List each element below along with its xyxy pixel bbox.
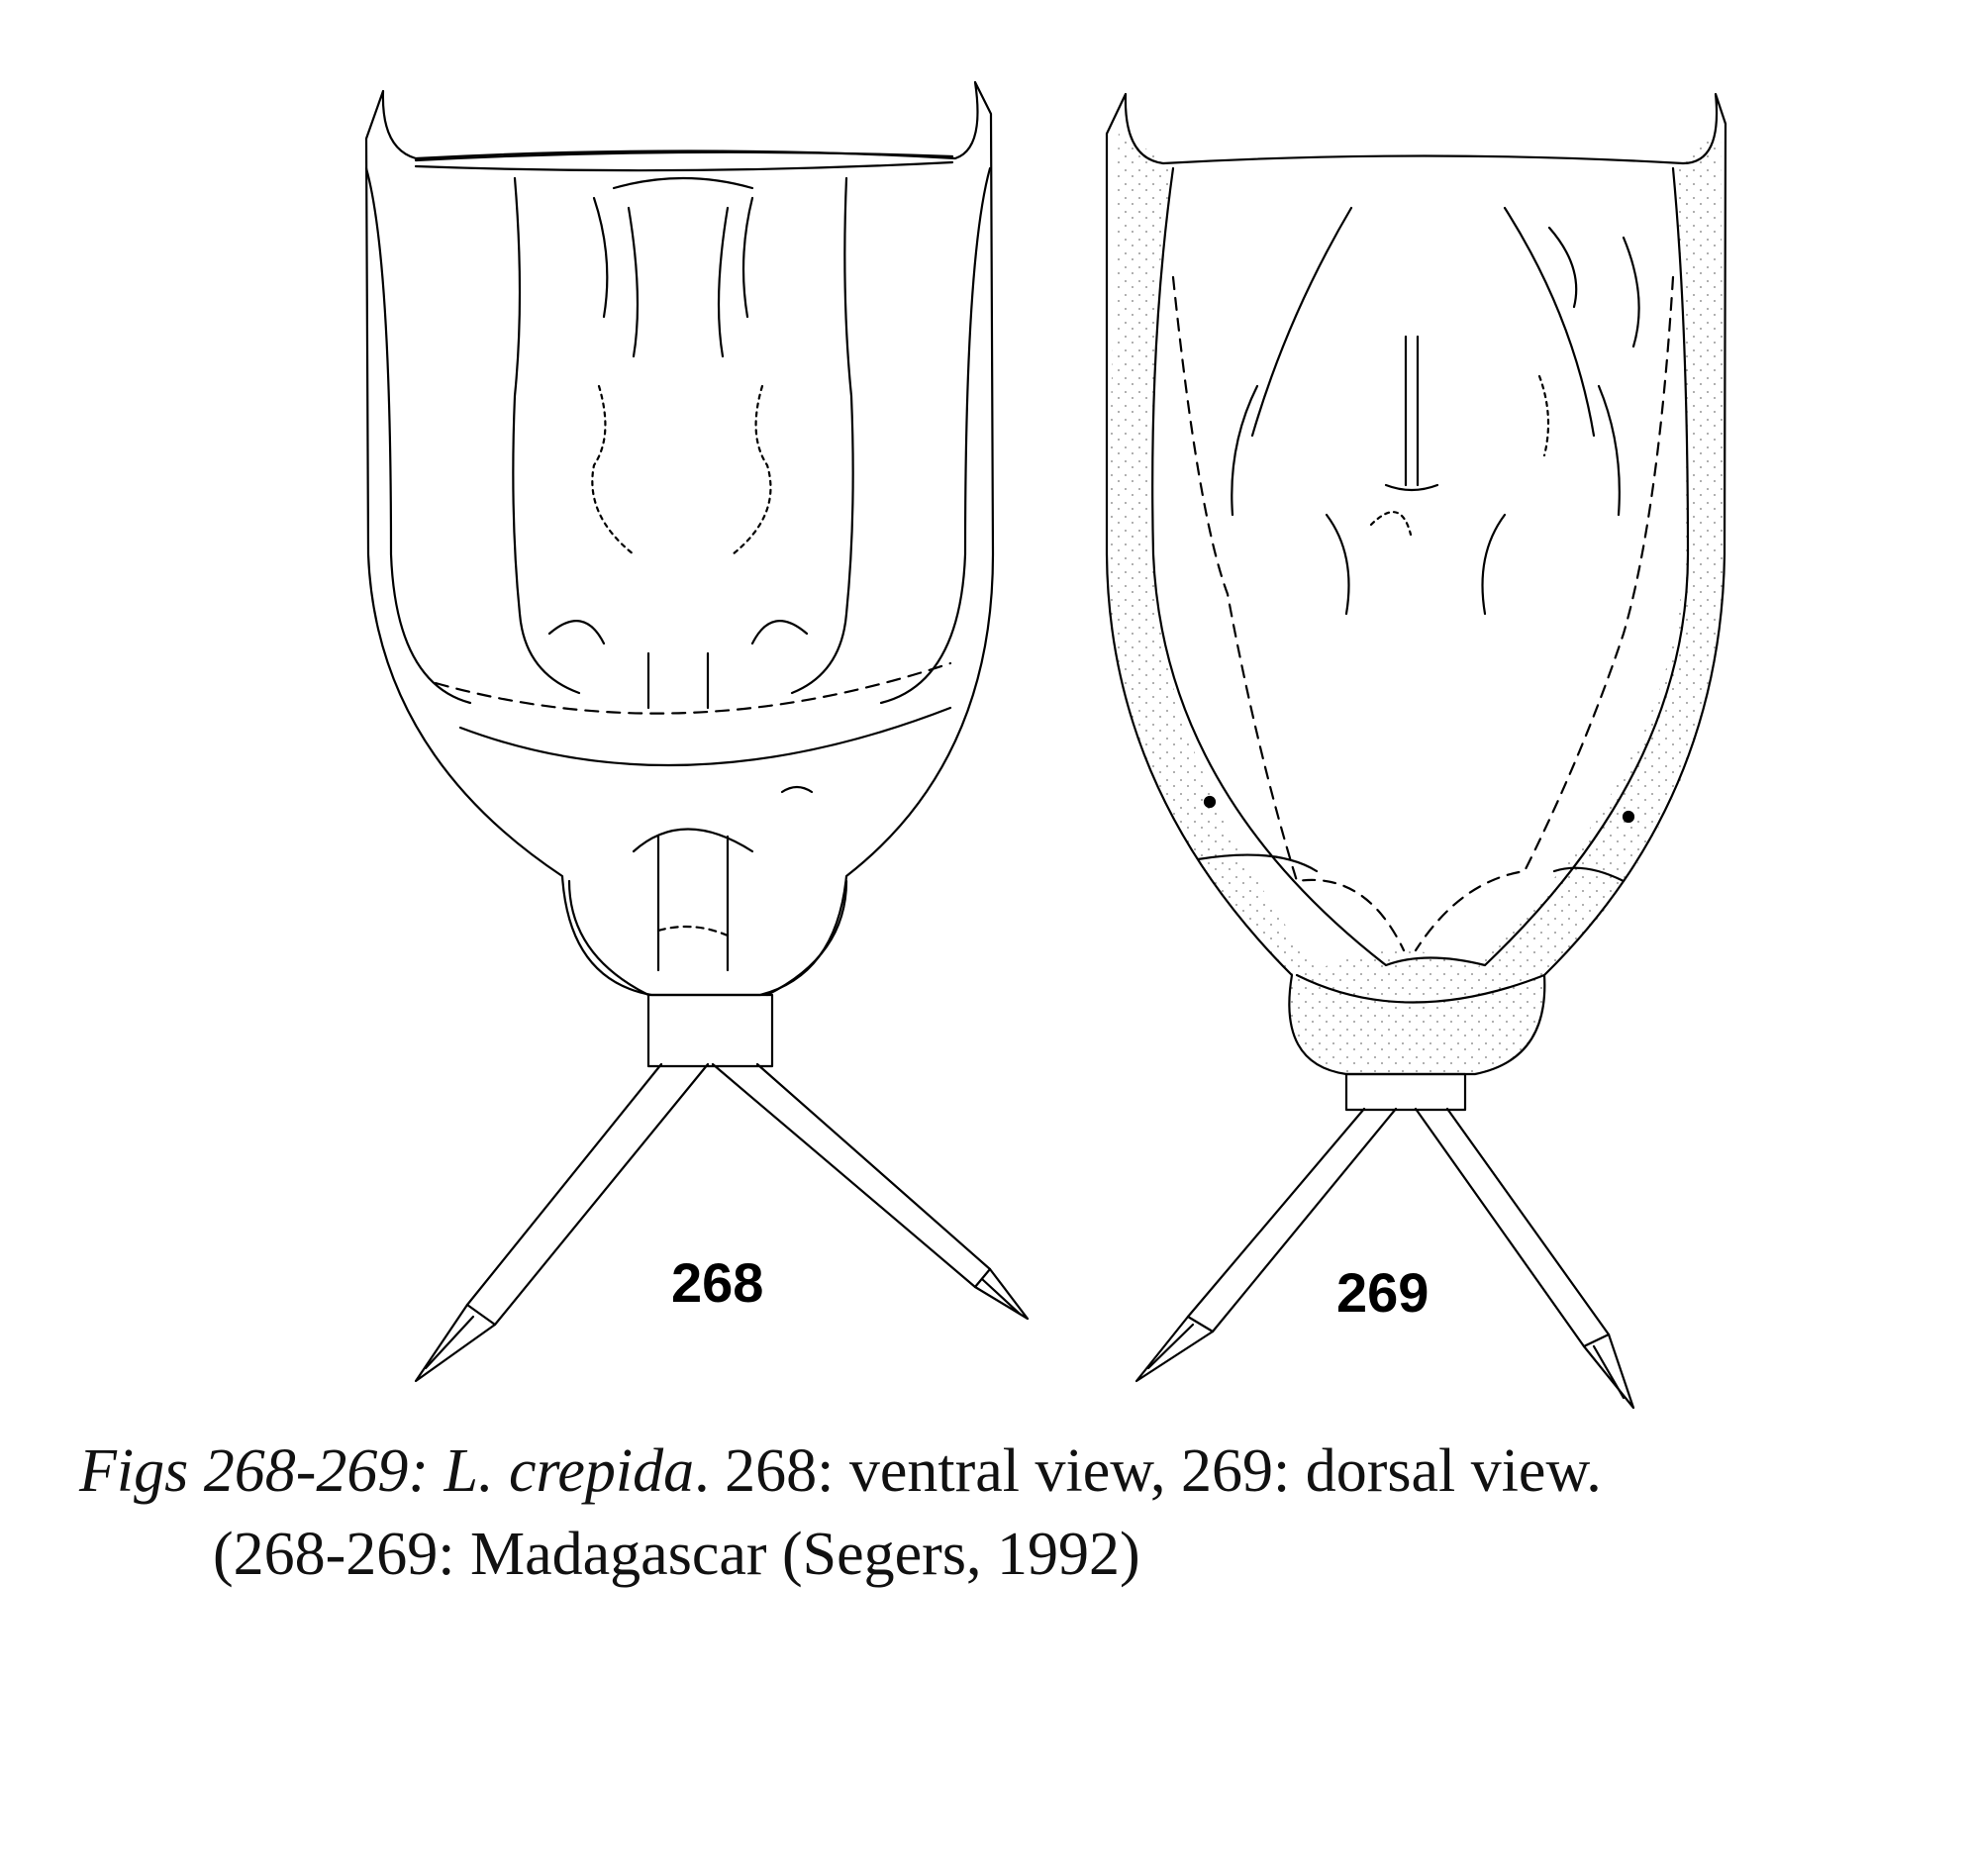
- posterior-boundary: [460, 708, 950, 765]
- figure-269-dorsal-view: [1107, 94, 1726, 1408]
- inner-lateral-line-left: [366, 168, 470, 703]
- figure-caption: [79, 1437, 1602, 1588]
- caption-text: . 268: ventral view, 269: dorsal view.: [694, 1437, 1602, 1505]
- claw-left: [1136, 1317, 1213, 1381]
- caption-species: L. crepida: [444, 1437, 695, 1505]
- caption-label: Figs 268-269:: [79, 1437, 430, 1505]
- figure-number-268: 268: [671, 1251, 764, 1314]
- lorica-outline: [366, 82, 993, 995]
- inner-lateral-line-right: [881, 168, 990, 703]
- toe-right: [1416, 1109, 1609, 1346]
- foot-pseudosegment: [569, 881, 846, 995]
- caption-line-1: [79, 1437, 1602, 1505]
- figure-268-ventral-view: [366, 82, 1028, 1381]
- anterior-rim: [416, 152, 952, 160]
- caption-source: (268-269: Madagascar (Segers, 1992): [213, 1521, 1140, 1588]
- foot-segment: [1346, 1074, 1465, 1110]
- posterior-boundary-dashed: [436, 663, 950, 714]
- foot-segment: [648, 995, 772, 1066]
- lorica-outline: [1107, 94, 1726, 1074]
- figure-number-269: 269: [1336, 1261, 1430, 1324]
